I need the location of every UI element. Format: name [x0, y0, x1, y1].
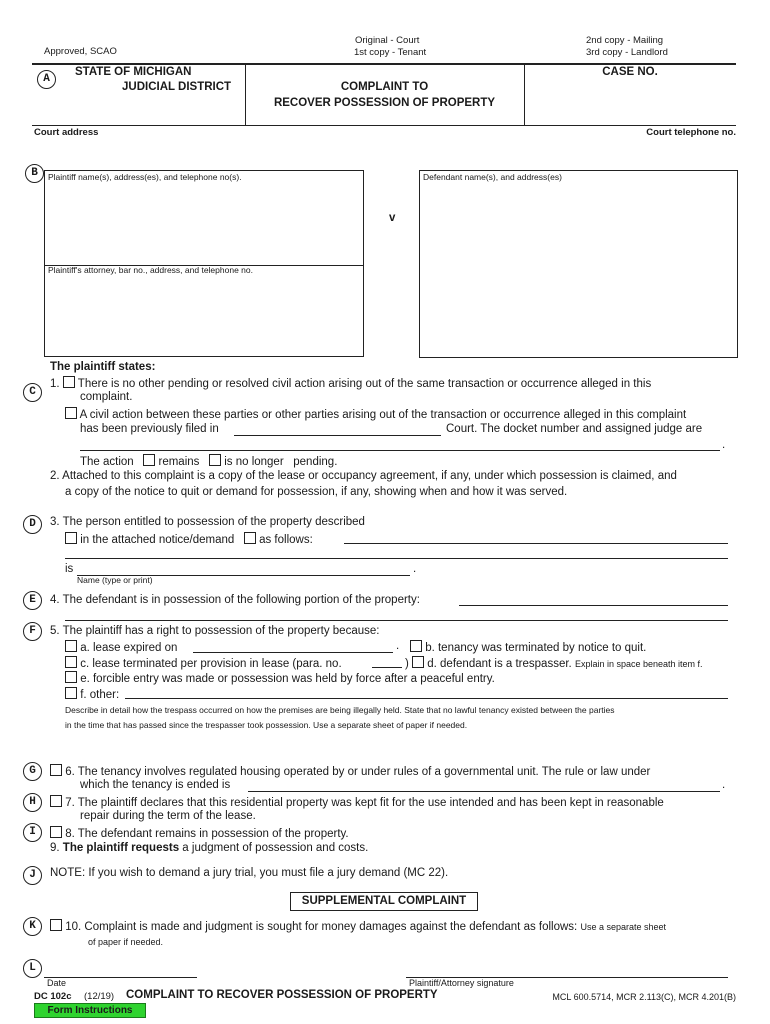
signature-label: Plaintiff/Attorney signature [409, 978, 514, 988]
attached-notice-checkbox[interactable] [65, 532, 77, 544]
state-label: STATE OF MICHIGAN [75, 66, 192, 78]
marker-c-icon: C [23, 383, 42, 402]
third-copy-label: 3rd copy - Landlord [586, 47, 668, 58]
attorney-caption: Plaintiff's attorney, bar no., address, and telephone no. [48, 265, 253, 275]
court-phone-label: Court telephone no. [646, 127, 736, 138]
item1-number: 1. [50, 378, 60, 390]
item8-text: 8. The defendant remains in possession of the property. [65, 828, 349, 840]
lease-expired-checkbox[interactable] [65, 640, 77, 652]
item2-cont: a copy of the notice to quit or demand for possession, if any, showing when and how it was served. [65, 486, 568, 498]
form-revision: (12/19) [84, 991, 115, 1002]
portion-field-2[interactable] [65, 620, 728, 621]
pending-label: pending. [293, 456, 338, 468]
marker-k-icon: K [23, 917, 42, 936]
form-number: DC 102c [34, 991, 72, 1002]
footer-form-title: COMPLAINT TO RECOVER POSSESSION OF PROPERTY [126, 989, 438, 1001]
forcible-entry-label: e. forcible entry was made or possession was held by force after a peaceful entry. [80, 673, 495, 685]
property-description-field[interactable] [65, 558, 728, 559]
para-no-field[interactable] [372, 667, 402, 668]
describe-note-2: in the time that has passed since the trespasser took possession. Use a separate sheet of paper if needed. [65, 720, 468, 730]
marker-f-icon: F [23, 622, 42, 641]
no-longer-checkbox[interactable] [209, 454, 221, 466]
marker-h-icon: H [23, 793, 42, 812]
trespasser-label: d. defendant is a trespasser. [427, 658, 572, 670]
supplemental-heading: SUPPLEMENTAL COMPLAINT [290, 892, 478, 911]
lease-terminated-label: c. lease terminated per provision in lease (para. no. [80, 658, 342, 670]
marker-i-icon: I [23, 823, 42, 842]
original-court-label: Original - Court [355, 35, 420, 46]
notice-to-quit-label: b. tenancy was terminated by notice to quit. [425, 642, 647, 654]
item10-text: 10. Complaint is made and judgment is sought for money damages against the defendant as follows: [65, 921, 578, 933]
item1b-text: A civil action between these parties or other parties arising out of the transaction or occurrence alleged in this complaint [79, 409, 687, 421]
versus-label: v [389, 212, 396, 224]
item3-text: 3. The person entitled to possession of the property described [50, 516, 365, 528]
other-reason-checkbox[interactable] [65, 687, 77, 699]
first-copy-label: 1st copy - Tenant [354, 47, 427, 58]
item6-cont: which the tenancy is ended is [80, 779, 231, 791]
form-title-line1: COMPLAINT TO [340, 81, 429, 93]
forcible-entry-checkbox[interactable] [65, 671, 77, 683]
as-follows-label: as follows: [259, 534, 313, 546]
remains-in-possession-checkbox[interactable] [50, 826, 62, 838]
attorney-field[interactable] [44, 264, 364, 357]
item1a-text: There is no other pending or resolved civil action arising out of the same transaction or occurrence alleged in this [77, 378, 652, 390]
item6-text: 6. The tenancy involves regulated housing operated by or under rules of a governmental unit. The rule or law under [65, 766, 651, 778]
item1b-cont1: has been previously filed in [80, 423, 219, 435]
previous-court-field[interactable] [234, 435, 441, 436]
defendant-field[interactable] [419, 170, 738, 358]
item10-note: Use a separate sheet [580, 922, 667, 932]
item1a-cont: complaint. [80, 391, 133, 403]
trespasser-note: Explain in space beneath item f. [574, 659, 703, 669]
plaintiff-field[interactable] [44, 170, 364, 266]
lease-expired-date-field[interactable] [193, 652, 393, 653]
as-follows-checkbox[interactable] [244, 532, 256, 544]
other-reason-label: f. other: [80, 689, 120, 701]
lease-terminated-checkbox[interactable] [65, 656, 77, 668]
item10-cont: of paper if needed. [88, 937, 164, 947]
marker-b-icon: B [25, 164, 44, 183]
item9-text: a judgment of possession and costs. [182, 842, 369, 854]
the-action-label: The action [80, 456, 134, 468]
money-damages-checkbox[interactable] [50, 919, 62, 931]
district-label: JUDICIAL DISTRICT [122, 81, 232, 93]
lease-expired-label: a. lease expired on [80, 642, 178, 654]
regulated-housing-checkbox[interactable] [50, 764, 62, 776]
plaintiff-states-heading: The plaintiff states: [50, 361, 156, 373]
describe-note-1: Describe in detail how the trespass occurred on how the premises are being illegally held. State that no lawful tenancy existed between the parties [65, 705, 615, 715]
plaintiff-caption: Plaintiff name(s), address(es), and telephone no(s). [48, 172, 242, 182]
date-label: Date [47, 978, 67, 988]
date-field[interactable] [44, 977, 197, 978]
attached-notice-label: in the attached notice/demand [80, 534, 235, 546]
marker-e-icon: E [23, 591, 42, 610]
case-no-label: CASE NO. [602, 66, 658, 78]
portion-field[interactable] [459, 605, 728, 606]
docket-judge-field[interactable] [80, 450, 720, 451]
item7-text: 7. The plaintiff declares that this residential property was kept fit for the use intended and has been kept in reasonable [65, 797, 664, 809]
marker-j-icon: J [23, 866, 42, 885]
form-instructions-button[interactable]: Form Instructions [34, 1003, 146, 1018]
no-longer-label: is no longer [224, 456, 284, 468]
previous-action-checkbox[interactable] [65, 407, 77, 419]
statute-reference: MCL 600.5714, MCR 2.113(C), MCR 4.201(B) [552, 992, 736, 1002]
notice-to-quit-checkbox[interactable] [410, 640, 422, 652]
court-address-label: Court address [34, 127, 99, 138]
item2-text: 2. Attached to this complaint is a copy of the lease or occupancy agreement, if any, under which possession is claimed, and [50, 470, 677, 482]
item7-cont: repair during the term of the lease. [80, 810, 256, 822]
second-copy-label: 2nd copy - Mailing [586, 35, 664, 46]
approved-label: Approved, SCAO [44, 46, 117, 57]
item5-text: 5. The plaintiff has a right to possession of the property because: [50, 625, 380, 637]
item9-bold: The plaintiff requests [62, 842, 180, 854]
other-reason-field[interactable] [125, 698, 728, 699]
jury-note: NOTE: If you wish to demand a jury trial, you must file a jury demand (MC 22). [50, 867, 449, 879]
marker-l-icon: L [23, 959, 42, 978]
as-follows-field[interactable] [344, 543, 728, 544]
defendant-caption: Defendant name(s), and address(es) [423, 172, 562, 182]
remains-label: remains [158, 456, 200, 468]
form-title-line2: RECOVER POSSESSION OF PROPERTY [273, 97, 496, 109]
kept-fit-checkbox[interactable] [50, 795, 62, 807]
marker-g-icon: G [23, 762, 42, 781]
item1b-cont2: Court. The docket number and assigned judge are [446, 423, 703, 435]
name-caption: Name (type or print) [77, 575, 153, 585]
remains-checkbox[interactable] [143, 454, 155, 466]
no-other-action-checkbox[interactable] [63, 376, 75, 388]
marker-d-icon: D [23, 515, 42, 534]
trespasser-checkbox[interactable] [412, 656, 424, 668]
rule-law-field[interactable] [248, 791, 720, 792]
item4-text: 4. The defendant is in possession of the following portion of the property: [50, 594, 420, 606]
marker-a-icon: A [37, 70, 56, 89]
